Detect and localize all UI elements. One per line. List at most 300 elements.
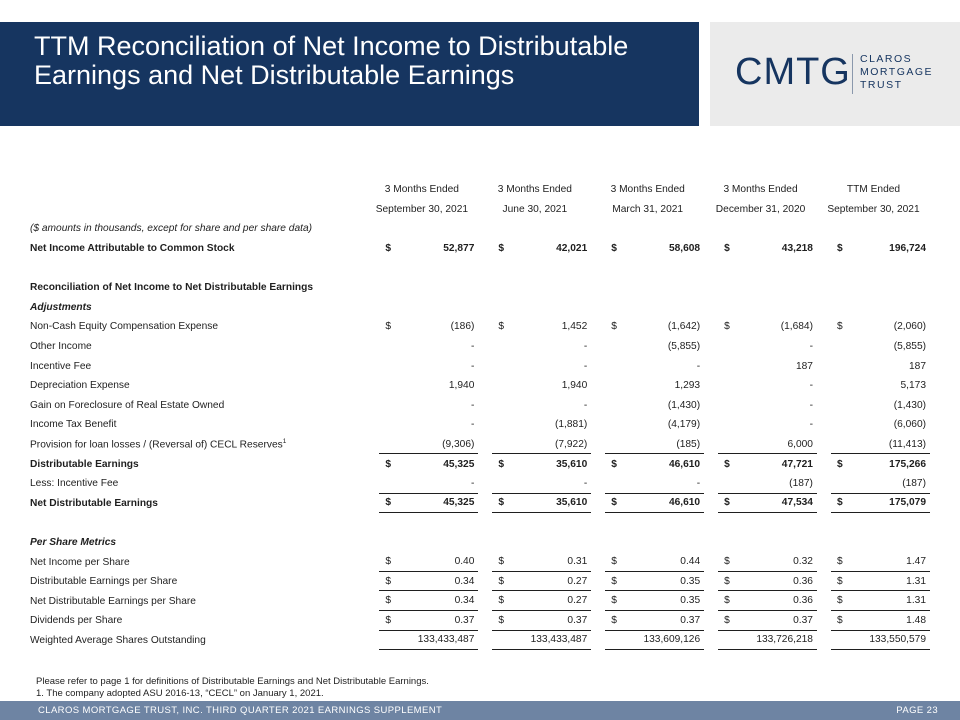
value-box bbox=[831, 415, 930, 435]
value: 0.27 bbox=[567, 595, 588, 607]
value-cell bbox=[817, 572, 930, 592]
value-wrap bbox=[591, 317, 704, 337]
value: - bbox=[470, 399, 475, 411]
value: 196,724 bbox=[889, 243, 926, 255]
value-box bbox=[492, 572, 591, 592]
value-cell bbox=[704, 376, 817, 396]
value-cell bbox=[365, 494, 478, 514]
value-cell bbox=[478, 454, 591, 474]
value-box bbox=[718, 317, 817, 337]
value-wrap bbox=[365, 376, 478, 396]
currency-symbol: $ bbox=[611, 458, 617, 470]
value: 1.48 bbox=[906, 614, 926, 626]
value: 46,610 bbox=[668, 458, 701, 470]
value-box bbox=[605, 317, 704, 337]
value-wrap bbox=[817, 415, 930, 435]
value: - bbox=[583, 477, 588, 489]
value-cell bbox=[478, 376, 591, 396]
value-cell bbox=[591, 474, 704, 494]
row-label bbox=[30, 356, 365, 376]
currency-symbol: $ bbox=[498, 321, 505, 333]
value-wrap bbox=[365, 396, 478, 416]
value: 133,433,487 bbox=[530, 634, 588, 646]
row-label-text: Non-Cash Equity Compensation Expense bbox=[30, 321, 219, 333]
value-box bbox=[492, 611, 591, 631]
value-wrap bbox=[591, 474, 704, 494]
row-label-text: Other Income bbox=[30, 341, 92, 353]
value: 0.37 bbox=[454, 614, 475, 626]
footnote-marker: 1 bbox=[282, 438, 287, 446]
value-wrap bbox=[591, 415, 704, 435]
value-wrap bbox=[365, 337, 478, 357]
currency-symbol: $ bbox=[836, 321, 843, 333]
currency-symbol: $ bbox=[836, 497, 843, 509]
value-box bbox=[718, 611, 817, 631]
value-wrap bbox=[591, 435, 704, 455]
value-wrap bbox=[478, 454, 591, 474]
value-wrap bbox=[817, 337, 930, 357]
adjustments-header bbox=[30, 298, 930, 318]
value-cell bbox=[817, 239, 930, 259]
value-wrap bbox=[817, 239, 930, 259]
value-wrap bbox=[591, 376, 704, 396]
value-wrap bbox=[704, 454, 817, 474]
spacer-row bbox=[30, 513, 930, 533]
value-wrap bbox=[704, 611, 817, 631]
value-cell bbox=[817, 631, 930, 651]
value-cell bbox=[591, 415, 704, 435]
value-box bbox=[718, 356, 817, 376]
value-wrap bbox=[704, 552, 817, 572]
value: (1,430) bbox=[893, 399, 926, 411]
value-cell bbox=[704, 396, 817, 416]
logo-divider bbox=[852, 54, 853, 94]
column-header: 3 Months Ended bbox=[723, 184, 798, 196]
table-row-wtd_shares bbox=[30, 631, 930, 651]
value-wrap bbox=[365, 239, 478, 259]
value-box bbox=[379, 474, 478, 494]
value: 0.37 bbox=[680, 614, 701, 626]
value: 0.40 bbox=[454, 556, 475, 568]
value-box bbox=[718, 572, 817, 592]
value-wrap bbox=[591, 239, 704, 259]
table-row-nde_per_share bbox=[30, 591, 930, 611]
value-box bbox=[605, 611, 704, 631]
value-box bbox=[492, 396, 591, 416]
value-cell bbox=[478, 591, 591, 611]
value: 0.35 bbox=[680, 575, 701, 587]
row-label-text: Net Income per Share bbox=[30, 556, 130, 568]
value-box bbox=[831, 552, 930, 572]
value-box bbox=[605, 631, 704, 651]
value: 45,325 bbox=[443, 497, 475, 509]
column-header: September 30, 2021 bbox=[827, 203, 920, 215]
value-cell bbox=[704, 435, 817, 455]
value-cell bbox=[365, 435, 478, 455]
logo-wordmark bbox=[860, 53, 933, 92]
row-label bbox=[30, 552, 365, 572]
currency-symbol: $ bbox=[724, 595, 730, 607]
value: 0.37 bbox=[793, 614, 813, 626]
value-wrap bbox=[365, 356, 478, 376]
value-cell bbox=[478, 435, 591, 455]
currency-symbol: $ bbox=[498, 614, 505, 626]
currency-symbol: $ bbox=[385, 575, 392, 587]
row-label bbox=[30, 435, 365, 455]
value-cell bbox=[591, 552, 704, 572]
value-box bbox=[379, 376, 478, 396]
currency-symbol: $ bbox=[724, 556, 730, 568]
row-label bbox=[30, 415, 365, 435]
currency-symbol: $ bbox=[498, 595, 505, 607]
row-label-text: Net Income Attributable to Common Stock bbox=[30, 243, 235, 255]
value-box bbox=[492, 552, 591, 572]
value-box bbox=[605, 239, 704, 259]
value: (1,881) bbox=[554, 419, 588, 431]
value-wrap bbox=[365, 454, 478, 474]
value-wrap bbox=[365, 415, 478, 435]
value-box bbox=[718, 494, 817, 514]
value-box bbox=[831, 435, 930, 455]
table-row-net_distributable bbox=[30, 494, 930, 514]
value-wrap bbox=[365, 572, 478, 592]
value-cell bbox=[591, 611, 704, 631]
column-header-row-2 bbox=[30, 200, 930, 220]
value: 1.31 bbox=[906, 575, 926, 587]
spacer-row bbox=[30, 258, 930, 278]
value-box bbox=[379, 552, 478, 572]
table-row-dividends bbox=[30, 611, 930, 631]
value-cell bbox=[365, 454, 478, 474]
value-wrap bbox=[591, 572, 704, 592]
value-cell bbox=[591, 494, 704, 514]
table-row-noncash bbox=[30, 317, 930, 337]
value-wrap bbox=[817, 435, 930, 455]
reconciliation-header-label: Reconciliation of Net Income to Net Distributable Earnings bbox=[30, 282, 314, 294]
value: 52,877 bbox=[443, 243, 475, 255]
column-header: 3 Months Ended bbox=[384, 184, 459, 196]
value-wrap bbox=[817, 396, 930, 416]
value-box bbox=[379, 415, 478, 435]
row-label-text: Dividends per Share bbox=[30, 615, 123, 627]
row-label bbox=[30, 376, 365, 396]
value-cell bbox=[817, 356, 930, 376]
value-cell bbox=[478, 317, 591, 337]
logo-word: TRUST bbox=[860, 79, 903, 91]
value-box bbox=[605, 474, 704, 494]
value-cell bbox=[365, 337, 478, 357]
column-header: September 30, 2021 bbox=[375, 203, 469, 215]
value: 133,550,579 bbox=[869, 634, 926, 646]
value: - bbox=[470, 360, 475, 372]
value-wrap bbox=[365, 494, 478, 514]
value-box bbox=[718, 474, 817, 494]
currency-symbol: $ bbox=[724, 497, 730, 509]
value-wrap bbox=[478, 435, 591, 455]
units-note: ($ amounts in thousands, except for share and per share data) bbox=[30, 223, 313, 235]
value: 0.34 bbox=[454, 595, 475, 607]
spacer-cell bbox=[30, 258, 930, 278]
value-box bbox=[605, 415, 704, 435]
value-wrap bbox=[365, 611, 478, 631]
value-cell bbox=[478, 396, 591, 416]
value-wrap bbox=[365, 591, 478, 611]
row-label-text: Less: Incentive Fee bbox=[30, 478, 119, 490]
value-cell bbox=[591, 591, 704, 611]
value-wrap bbox=[704, 591, 817, 611]
value-cell bbox=[704, 454, 817, 474]
column-header-row-1 bbox=[30, 180, 930, 200]
value-wrap bbox=[704, 572, 817, 592]
value: (7,922) bbox=[554, 438, 588, 450]
value-wrap bbox=[478, 415, 591, 435]
value: (5,855) bbox=[667, 341, 701, 353]
value-box bbox=[831, 474, 930, 494]
value-cell bbox=[365, 552, 478, 572]
logo-word: CLAROS bbox=[860, 53, 913, 65]
value-wrap bbox=[591, 611, 704, 631]
currency-symbol: $ bbox=[385, 321, 392, 333]
value: 47,534 bbox=[781, 497, 813, 509]
value: 133,433,487 bbox=[417, 634, 475, 646]
table-row-de_per_share bbox=[30, 572, 930, 592]
value-box bbox=[492, 376, 591, 396]
table-row-incentive_fee bbox=[30, 356, 930, 376]
currency-symbol: $ bbox=[385, 243, 392, 255]
value-cell bbox=[704, 415, 817, 435]
value-cell bbox=[704, 239, 817, 259]
value-box bbox=[718, 631, 817, 651]
currency-symbol: $ bbox=[385, 595, 392, 607]
currency-symbol: $ bbox=[724, 458, 730, 470]
value-cell bbox=[365, 631, 478, 651]
value-box bbox=[831, 239, 930, 259]
row-label bbox=[30, 494, 365, 514]
value-cell bbox=[478, 337, 591, 357]
logo-word: MORTGAGE bbox=[860, 66, 934, 78]
value: (6,060) bbox=[893, 419, 926, 431]
currency-symbol: $ bbox=[611, 614, 617, 626]
value: 0.44 bbox=[680, 556, 701, 568]
value-cell bbox=[817, 415, 930, 435]
column-header: 3 Months Ended bbox=[610, 184, 685, 196]
value-box bbox=[718, 239, 817, 259]
table-row-gain_foreclosure bbox=[30, 396, 930, 416]
value-box bbox=[718, 337, 817, 357]
table-row-income_tax bbox=[30, 415, 930, 435]
value-cell bbox=[591, 435, 704, 455]
value: (9,306) bbox=[442, 438, 475, 450]
value-wrap bbox=[817, 591, 930, 611]
value-cell bbox=[478, 552, 591, 572]
value-cell bbox=[704, 474, 817, 494]
value: (187) bbox=[789, 477, 813, 489]
row-label bbox=[30, 572, 365, 592]
value: (1,684) bbox=[780, 321, 813, 333]
value: (4,179) bbox=[667, 419, 701, 431]
value-wrap bbox=[817, 454, 930, 474]
value: - bbox=[696, 477, 701, 489]
value-wrap bbox=[478, 396, 591, 416]
value-wrap bbox=[817, 317, 930, 337]
value-wrap bbox=[704, 396, 817, 416]
page-number: PAGE 23 bbox=[896, 705, 938, 716]
value-wrap bbox=[817, 572, 930, 592]
value-cell bbox=[704, 591, 817, 611]
footnotes bbox=[36, 676, 429, 700]
value: 0.34 bbox=[454, 575, 475, 587]
value: 1,940 bbox=[448, 380, 475, 392]
spacer-cell bbox=[30, 513, 930, 533]
value-cell bbox=[704, 611, 817, 631]
value-box bbox=[831, 611, 930, 631]
value: 187 bbox=[795, 360, 813, 372]
value-wrap bbox=[478, 239, 591, 259]
value-cell bbox=[591, 376, 704, 396]
value: 35,610 bbox=[556, 458, 588, 470]
value: 1,293 bbox=[674, 380, 701, 392]
value-wrap bbox=[591, 337, 704, 357]
value-cell bbox=[478, 474, 591, 494]
reconciliation-header bbox=[30, 278, 930, 298]
currency-symbol: $ bbox=[611, 595, 617, 607]
value-box bbox=[492, 631, 591, 651]
row-label bbox=[30, 611, 365, 631]
value-cell bbox=[817, 474, 930, 494]
value-box bbox=[831, 337, 930, 357]
value-box bbox=[718, 415, 817, 435]
value-cell bbox=[478, 494, 591, 514]
value: (187) bbox=[902, 477, 926, 489]
footnote-definitions: Please refer to page 1 for definitions of Distributable Earnings and Net Distributable Earnings. bbox=[36, 676, 429, 687]
value-wrap bbox=[478, 337, 591, 357]
value-box bbox=[379, 396, 478, 416]
value-box bbox=[831, 591, 930, 611]
header-blank bbox=[30, 200, 365, 220]
value-wrap bbox=[591, 631, 704, 651]
currency-symbol: $ bbox=[385, 458, 392, 470]
value-box bbox=[379, 631, 478, 651]
currency-symbol: $ bbox=[498, 458, 505, 470]
value-cell bbox=[365, 611, 478, 631]
value-cell bbox=[817, 396, 930, 416]
value-cell bbox=[817, 337, 930, 357]
value-cell bbox=[704, 494, 817, 514]
value-wrap bbox=[591, 591, 704, 611]
value: - bbox=[470, 419, 475, 431]
column-header: December 31, 2020 bbox=[715, 203, 806, 215]
value-box bbox=[379, 494, 478, 514]
table-row-less_incentive bbox=[30, 474, 930, 494]
value: - bbox=[696, 360, 701, 372]
value: 0.36 bbox=[793, 595, 813, 607]
value-box bbox=[831, 356, 930, 376]
value-box bbox=[492, 415, 591, 435]
value: 0.36 bbox=[793, 575, 813, 587]
value-cell bbox=[704, 572, 817, 592]
column-header: 3 Months Ended bbox=[497, 184, 572, 196]
value-cell bbox=[591, 317, 704, 337]
currency-symbol: $ bbox=[836, 595, 843, 607]
value-box bbox=[831, 396, 930, 416]
value-cell bbox=[365, 396, 478, 416]
value: - bbox=[809, 419, 813, 431]
logo-mark: CMTG bbox=[735, 51, 851, 93]
value-box bbox=[492, 317, 591, 337]
value-cell bbox=[591, 396, 704, 416]
value-cell bbox=[817, 317, 930, 337]
value: 58,608 bbox=[668, 243, 701, 255]
value: 42,021 bbox=[556, 243, 588, 255]
per-share-header-label: Per Share Metrics bbox=[30, 536, 117, 548]
value: 1.31 bbox=[906, 595, 926, 607]
value-cell bbox=[365, 415, 478, 435]
value: 45,325 bbox=[443, 458, 475, 470]
currency-symbol: $ bbox=[836, 243, 843, 255]
value-wrap bbox=[478, 376, 591, 396]
value: 0.27 bbox=[567, 575, 588, 587]
value-cell bbox=[365, 474, 478, 494]
value: 46,610 bbox=[668, 497, 701, 509]
value-cell bbox=[478, 631, 591, 651]
row-label-text: Distributable Earnings per Share bbox=[30, 576, 178, 588]
value-cell bbox=[817, 435, 930, 455]
value-box bbox=[605, 435, 704, 455]
value: 175,266 bbox=[889, 458, 926, 470]
value-wrap bbox=[704, 376, 817, 396]
currency-symbol: $ bbox=[385, 556, 392, 568]
currency-symbol: $ bbox=[724, 243, 730, 255]
value-cell bbox=[365, 572, 478, 592]
value: (11,413) bbox=[888, 438, 926, 450]
currency-symbol: $ bbox=[724, 321, 730, 333]
value-cell bbox=[591, 572, 704, 592]
value: 1.47 bbox=[906, 556, 926, 568]
row-label bbox=[30, 239, 365, 259]
value: (185) bbox=[676, 438, 701, 450]
currency-symbol: $ bbox=[498, 575, 505, 587]
value-wrap bbox=[478, 356, 591, 376]
value: - bbox=[809, 399, 813, 411]
value-cell bbox=[365, 376, 478, 396]
value-cell bbox=[478, 356, 591, 376]
value-box bbox=[605, 376, 704, 396]
value: 187 bbox=[909, 360, 926, 372]
row-label-text: Net Distributable Earnings per Share bbox=[30, 595, 196, 607]
currency-symbol: $ bbox=[836, 614, 843, 626]
value: 0.35 bbox=[680, 595, 701, 607]
value: - bbox=[583, 360, 588, 372]
value-box bbox=[492, 591, 591, 611]
value-cell bbox=[817, 454, 930, 474]
currency-symbol: $ bbox=[498, 497, 505, 509]
currency-symbol: $ bbox=[611, 575, 617, 587]
value-box bbox=[605, 552, 704, 572]
value-box bbox=[605, 494, 704, 514]
value: (1,430) bbox=[667, 399, 701, 411]
currency-symbol: $ bbox=[611, 497, 617, 509]
value: - bbox=[809, 341, 813, 353]
value-cell bbox=[478, 239, 591, 259]
table-row-net_income bbox=[30, 239, 930, 259]
value-box bbox=[492, 239, 591, 259]
value-cell bbox=[704, 631, 817, 651]
value-box bbox=[718, 435, 817, 455]
value-wrap bbox=[817, 494, 930, 514]
value-wrap bbox=[704, 474, 817, 494]
value: 133,726,218 bbox=[756, 634, 813, 646]
currency-symbol: $ bbox=[724, 614, 730, 626]
